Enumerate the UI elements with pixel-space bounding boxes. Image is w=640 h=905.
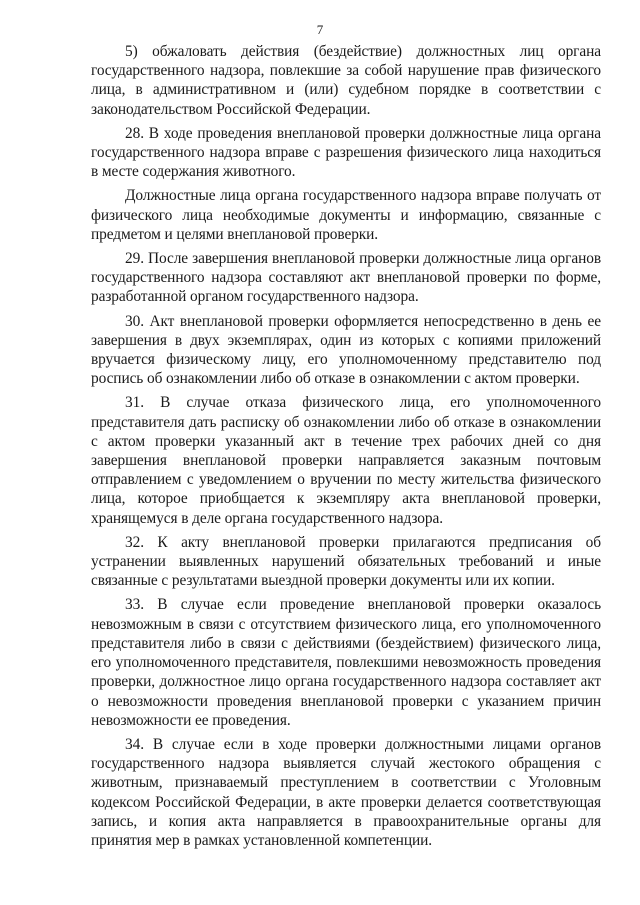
- paragraph-34: 34. В случае если в ходе проверки должностными лицами органов государственного надзора выявляется случай жестокого обращения с животным, признаваемый преступлением в соответствии с Уголовным кодексом Российской Федерации, в акте проверки делается соответствующая запись, и копия акта направляется в правоохранительные органы для принятия мер в рамках установленной компетенции.: [91, 735, 601, 849]
- paragraph-item-5: 5) обжаловать действия (бездействие) должностных лиц органа государственного надзора, повлекшие за собой нарушение прав физического лица, в административном и (или) судебном порядке в соответствии с законодательством Российской Федерации.: [91, 43, 601, 118]
- document-body: [91, 42, 601, 850]
- paragraph-28: 28. В ходе проведения внеплановой проверки должностные лица органа государственного надзора вправе с разрешения физического лица находиться в месте содержания животного.: [91, 124, 601, 181]
- paragraph-32: 32. К акту внеплановой проверки прилагаются предписания об устранении выявленных нарушений обязательных требований и иные связанные с результатами выездной проверки документы или их копии.: [91, 533, 601, 590]
- paragraph-30: 30. Акт внеплановой проверки оформляется непосредственно в день ее завершения в двух экземплярах, один из которых с копиями приложений вручается физическому лицу, его уполномоченному представителю под роспись об ознакомлении либо об отказе в ознакомлении с актом проверки.: [91, 312, 601, 388]
- paragraph-28-continued: Должностные лица органа государственного надзора вправе получать от физического лица необходимые документы и информацию, связанные с предметом и целями внеплановой проверки.: [91, 187, 601, 243]
- page-number: 7: [316, 22, 324, 37]
- paragraph-33: 33. В случае если проведение внеплановой проверки оказалось невозможным в связи с отсутствием физического лица, его уполномоченного представителя либо в связи с действиями (бездействием) физического лица, его уполномоченного представителя, повлекшими невозможность проведения проверки, должностное лицо органа государственного надзора составляет акт о невозможности проведения внеплановой проверки с указанием причин невозможности ее проведения.: [91, 596, 601, 729]
- paragraph-31: 31. В случае отказа физического лица, его уполномоченного представителя дать расписку об ознакомлении либо об отказе в ознакомлении с актом проверки указанный акт в течение трех рабочих дней со дня завершения внеплановой проверки направляется заказным почтовым отправлением с уведомлением о вручении по месту жительства физического лица, которое приобщается к экземпляру акта внеплановой проверки, хранящемуся в деле органа государственного надзора.: [91, 394, 601, 527]
- paragraph-29: 29. После завершения внеплановой проверки должностные лица органов государственного надзора составляют акт внеплановой проверки по форме, разработанной органом государственного надзора.: [91, 250, 601, 306]
